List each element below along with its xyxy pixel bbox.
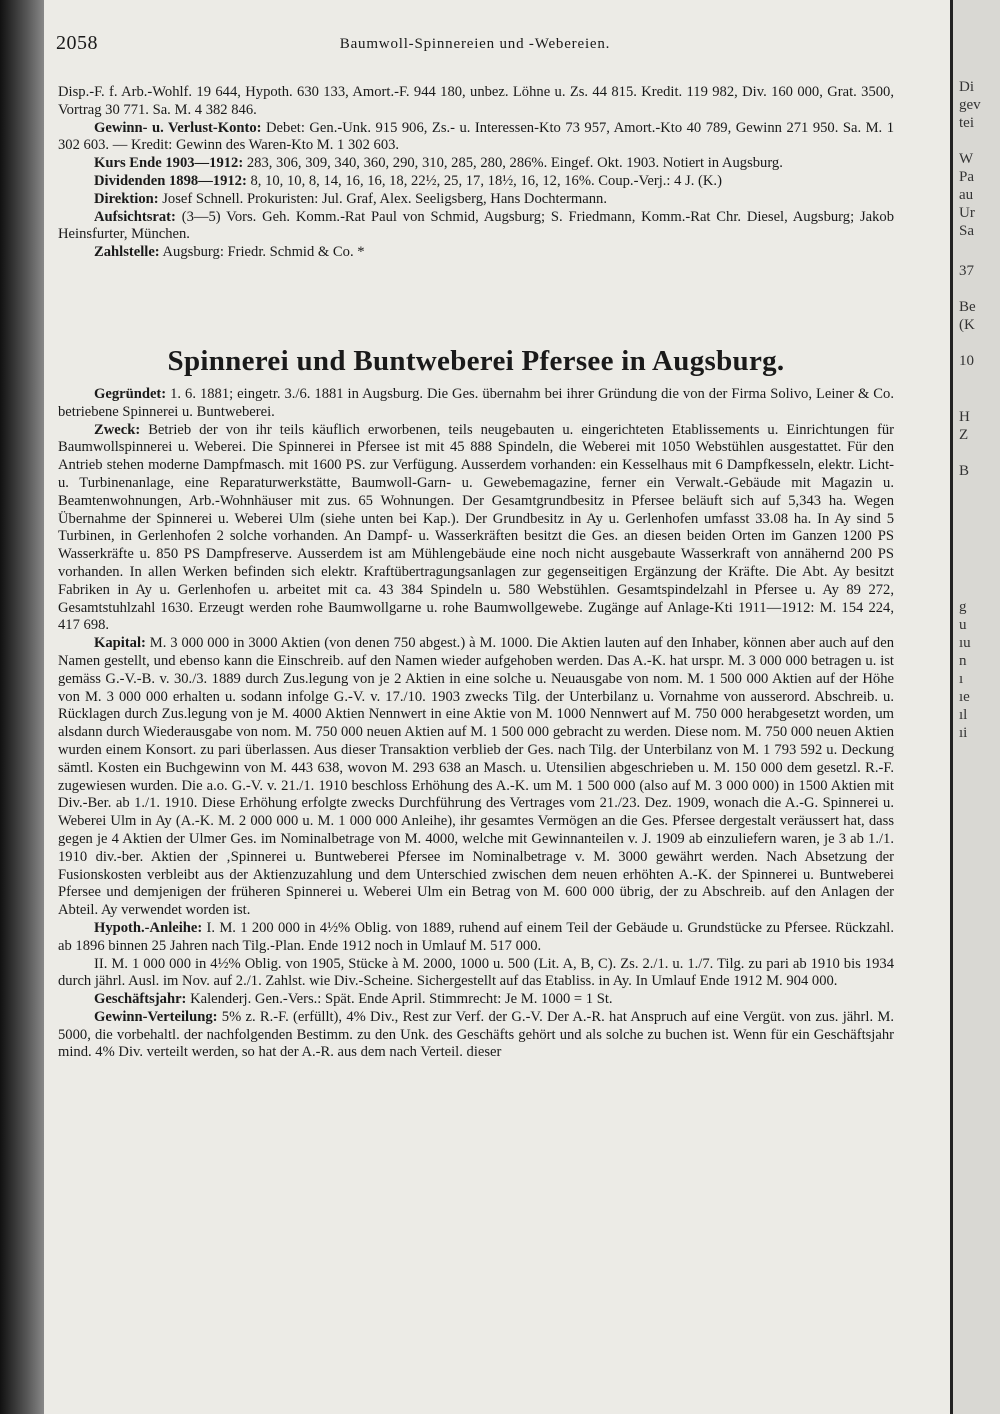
edge-text: ıu: [959, 635, 971, 651]
paragraph-text: Betrieb der von ihr teils käuflich erworbenen, teils neugebauten u. eingerichteten Etablissements u. Einrichtungen für Baumwollspinnerei u. Weberei. Die Spinnerei in Pfersee ist mit 45 888 Spindeln, die Weberei mit 1050 Webstühlen ausgestattet. Für den Antrieb stehen moderne Dampfmasch. mit 1600 PS. zur Verfügung. Ausserdem vorhanden: ein Kesselhaus mit 6 Dampfkesseln, elektr. Licht- u. Turbinenanlage, eine Reparaturwerkstätte, Baumwoll-Garn- u. Gewebemagazine, ferner ein Verwalt.-Gebäude mit Magazin u. Beamtenwohnungen, Arb.-Wohnhäuser mit zus. 65 Wohnungen. Der Gesamtgrundbesitz in Pfersee beläuft sich auf 5,343 ha. Wegen Übernahme der Spinnerei u. Weberei Ulm (siehe unten bei Kap.). Der Grundbesitz in Ay u. Gerlenhofen umfasst 33.08 ha. In Ay sind 5 Turbinen, in Gerlenhofen 2 solche vorhanden. An Dampf- u. Wasserkräften besitzt die Ges. an diesen beiden Orten im Ganzen 1200 PS Wasserkräfte u. 850 PS Dampfreserve. Ausserdem ist am Mühlengebäude eine noch nicht ausgebaute Wasserkraft von annähernd 200 PS vorhanden. In allen Werken befinden sich elektr. Kraftübertragungsanlagen zur gegenseitigen Ergänzung der Kräfte. Die Abt. Ay besitzt Fabriken in Ay u. Gerlenhofen u. arbeitet mit ca. 43 384 Spindeln u. 580 Webstühlen. Gesamtspindelzahl in Pfersee u. Ay 89 272, Gesamtstuhlzahl 1630. Erzeugt werden rohe Baumwollgarne u. rohe Baumwollgewebe. Zugänge auf Anlage-Kti 1911—1912: M. 154 224, 417 698.: [58, 421, 894, 634]
edge-text: gev: [959, 97, 981, 113]
edge-text: 10: [959, 353, 974, 369]
edge-text: 37: [959, 263, 974, 279]
paragraph-text: 1. 6. 1881; eingetr. 3./6. 1881 in Augsburg. Die Ges. übernahm bei ihrer Gründung die von der Firma Solivo, Leiner & Co. betriebene Spinnerei u. Buntweberei.: [58, 386, 894, 420]
edge-text: ıe: [959, 689, 970, 705]
paragraph-label: Zahlstelle:: [94, 244, 160, 261]
paragraph: [58, 191, 894, 209]
paragraph: [58, 422, 894, 636]
adjacent-page-edge: [950, 0, 1000, 1414]
paragraph-label: Zweck:: [94, 421, 141, 438]
page-header: [56, 32, 894, 58]
entry-title: Spinnerei und Buntweberei Pfersee in Augsburg.: [167, 345, 785, 377]
edge-text: n: [959, 653, 967, 669]
edge-text: u: [959, 617, 967, 633]
edge-text: Ur: [959, 205, 975, 221]
paragraph-label: Aufsichtsrat:: [94, 208, 176, 225]
previous-entry-tail: [58, 84, 894, 262]
paragraph: [58, 209, 894, 245]
edge-text: ıi: [959, 725, 968, 741]
paragraph-label: Kurs Ende 1903—1912:: [94, 155, 244, 172]
edge-text: Di: [959, 79, 974, 95]
edge-text: Z: [959, 427, 969, 443]
paragraph: [58, 635, 894, 920]
paragraph: [58, 173, 894, 191]
paragraph-text: 5% z. R.-F. (erfüllt), 4% Div., Rest zur Verf. der G.-V. Der A.-R. hat Anspruch auf eine Vergüt. von zus. jährl. M. 5000, die vorbehaltl. der nachfolgenden Bestimm. zu den Unk. des Geschäfts gehört und als solche zu buchen ist. Wenn für ein Geschäftsjahr mind. 4% Div. verteilt werden, so hat der A.-R. aus dem nach Verteil. dieser: [58, 1008, 894, 1061]
paragraph: [58, 920, 894, 956]
paragraph-text: I. M. 1 200 000 in 4½% Oblig. von 1889, ruhend auf einem Teil der Gebäude u. Grundstücke zu Pfersee. Rückzahl. ab 1896 binnen 25 Jahren nach Tilg.-Plan. Ende 1912 noch in Umlauf M. 517 000.: [58, 919, 894, 954]
paragraph-text: Debet: Gen.-Unk. 915 906, Zs.- u. Interessen-Kto 73 957, Amort.-Kto 40 789, Gewinn 271 950. Sa. M. 1 302 603. — Kredit: Gewinn des Waren-Kto M. 1 302 603.: [58, 119, 894, 154]
entry-body: [58, 386, 894, 1062]
paragraph-text: M. 3 000 000 in 3000 Aktien (von denen 750 abgest.) à M. 1000. Die Aktien lauten auf den Inhaber, können aber auch auf den Namen gestellt, und ebenso kann die Einschreib. auf den Namen wieder aufgehoben werden. Das A.-K. hat urspr. M. 3 000 000 betragen u. ist gemäss G.-V.-B. v. 30./3. 1889 durch Zus.legung von je 2 Aktien in eine solche u. Neuausgabe von nom. M. 1 500 000 Aktien auf der Höhe von M. 3 000 000 erhalten u. sodann infolge G.-V. v. 17./10. 1903 zwecks Tilg. der Unterbilanz u. Vornahme von ausserord. Abschreib. u. Rücklagen durch Zus.legung von je M. 4000 Aktien Nennwert in eine Aktie von M. 1000 Nennwert auf M. 750 000 herabgesetzt worden, um alsdann durch Wiederausgabe von nom. M. 750 000 neuen Aktien auf M. 1 500 000 gebracht zu werden. Diese nom. M. 750 000 neuen Aktien wurden einem Konsort. zu pari überlassen. Aus dieser Transaktion verblieb der Ges. nach Tilg. der Unterbilanz von M. 1 793 592 u. Deckung sämtl. Kosten ein Buchgewinn von M. 443 638, wovon M. 293 638 an Masch. u. Utensilien abgeschrieben u. M. 150 000 dem gesetzl. R.-F. zugewiesen wurden. Die a.o. G.-V. v. 21./1. 1910 beschloss Erhöhung des A.-K. um M. 1 500 000 (also auf M. 3 000 000) in 1500 Aktien mit Div.-Ber. ab 1./1. 1910. Diese Erhöhung erfolgte zwecks Durchführung des Vertrages vom 21./23. Dez. 1909, wonach die A.-G. Spinnerei u. Weberei Ulm in Ay (A.-K. M. 2 000 000 u. M. 1 000 000 Anleihe), ihr gesamtes Vermögen an die Ges. Pfersee dergestalt veräussert hat, dass gegen je 4 Aktien der Ulmer Ges. im Nominalbetrage von M. 4000, welche mit Gewinnanteilen v. J. 1909 ab einzuliefern waren, je 3 ab 1./1. 1910 div.-ber. Aktien der ‚Spinnerei u. Buntweberei Pfersee im Nominalbetrage v. M. 3000 gewährt werden. Nach Absetzung der Fusionskosten verbleibt aus der Aktienzuzahlung und dem Unterschied zwischen dem neuen erhöhten A.-K. der Spinnerei u. Buntweberei Pfersee und demjenigen der früheren Spinnerei u. Weberei Ulm ein Betrag von M. 600 000 übrig, der zu Abschreib. auf den Anlagen der Abteil. Ay verwendet worden ist.: [58, 635, 894, 919]
paragraph-label: Gegründet:: [94, 386, 167, 402]
paragraph: [58, 991, 894, 1009]
paragraph: [58, 120, 894, 156]
paragraph-label: Hypoth.-Anleihe:: [94, 919, 203, 936]
book-spine: [0, 0, 44, 1414]
edge-text: (K: [959, 317, 975, 333]
paragraph: [58, 155, 894, 173]
edge-text: au: [959, 187, 974, 203]
paragraph: [58, 84, 894, 120]
edge-text: Sa: [959, 223, 974, 239]
edge-text: B: [959, 463, 970, 479]
paragraph: [58, 386, 894, 422]
paragraph-text: Disp.-F. f. Arb.-Wohlf. 19 644, Hypoth. 630 133, Amort.-F. 944 180, unbez. Löhne u. Zs. 44 815. Kredit. 119 982, Div. 160 000, Grat. 3500, Vortrag 30 771. Sa. M. 4 382 846.: [58, 84, 894, 118]
edge-text: H: [959, 409, 970, 425]
page-number: 2058: [56, 32, 98, 54]
paragraph-label: Geschäftsjahr:: [94, 991, 187, 1008]
edge-text: ıl: [959, 707, 968, 723]
paragraph: [58, 956, 894, 992]
paragraph-label: Dividenden 1898—1912:: [94, 172, 247, 189]
edge-text: W: [959, 151, 974, 167]
paragraph-label: Gewinn- u. Verlust-Konto:: [94, 119, 262, 136]
paragraph-text: 8, 10, 10, 8, 14, 16, 16, 18, 22½, 25, 17, 18½, 16, 12, 16%. Coup.-Verj.: 4 J. (K.): [246, 172, 722, 189]
paragraph: [58, 1009, 894, 1062]
edge-text: Be: [959, 299, 976, 315]
paragraph-text: (3—5) Vors. Geh. Komm.-Rat Paul von Schmid, Augsburg; S. Friedmann, Komm.-Rat Chr. Diesel, Augsburg; Jakob Heinsfurter, München.: [58, 208, 894, 243]
paragraph-label: Gewinn-Verteilung:: [94, 1008, 218, 1025]
edge-text: ı: [959, 671, 964, 687]
paragraph-text: Kalenderj. Gen.-Vers.: Spät. Ende April. Stimmrecht: Je M. 1000 = 1 St.: [186, 991, 613, 1008]
paragraph-label: Kapital:: [94, 635, 146, 652]
paragraph-text: Augsburg: Friedr. Schmid & Co. *: [159, 244, 365, 261]
edge-text: tei: [959, 115, 974, 131]
paragraph-text: II. M. 1 000 000 in 4½% Oblig. von 1905, Stücke à M. 2000, 1000 u. 500 (Lit. A, B, C). Zs. 2./1. u. 1./7. Tilg. zu pari ab 1910 bis 1934 durch jährl. Ausl. im Nov. auf 2./1. Zahlst. wie Div.-Scheine. Sichergestellt auf das Etabliss. in Ay. In Umlauf Ende 1912 M. 904 000.: [58, 955, 894, 990]
edge-text: g: [959, 599, 967, 615]
paragraph-text: Josef Schnell. Prokuristen: Jul. Graf, Alex. Seeligsberg, Hans Dochtermann.: [158, 190, 608, 207]
paragraph-label: Direktion:: [94, 190, 159, 207]
paragraph-text: 283, 306, 309, 340, 360, 290, 310, 285, 280, 286%. Eingef. Okt. 1903. Notiert in Augsburg.: [243, 155, 783, 172]
paragraph: [58, 244, 894, 262]
running-title: Baumwoll-Spinnereien und -Webereien.: [339, 36, 611, 52]
edge-text: Pa: [959, 169, 974, 185]
